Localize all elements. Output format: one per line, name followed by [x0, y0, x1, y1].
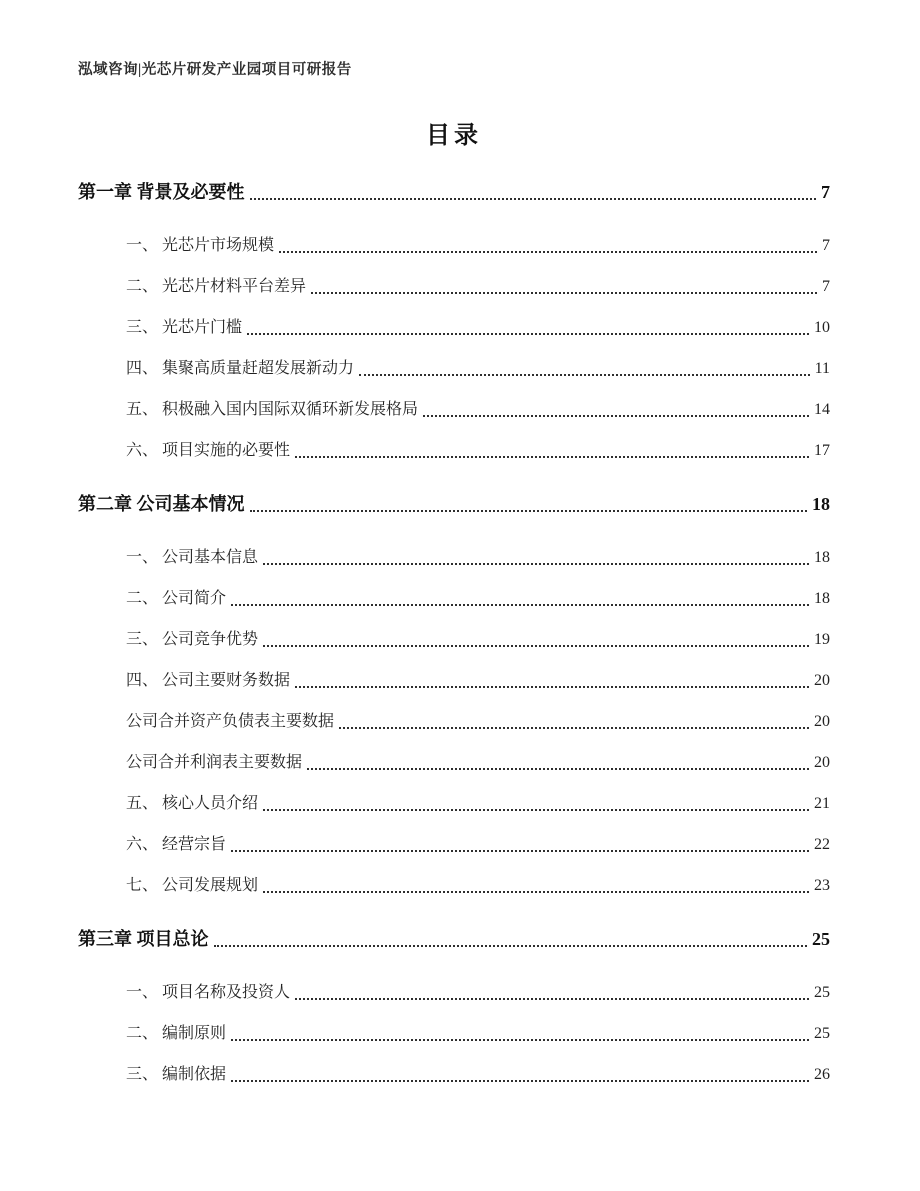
toc-entry	[78, 834, 830, 856]
toc-entry	[78, 711, 830, 733]
toc-entry-page: 20	[814, 672, 830, 689]
toc-entry-label: 第二章 公司基本情况	[78, 494, 245, 514]
toc-entry-label: 二、 光芯片材料平台差异	[126, 278, 307, 295]
toc-entry-chapter-1	[78, 180, 830, 205]
toc-entry-label: 一、 公司基本信息	[126, 549, 259, 566]
toc-leader-dots	[279, 251, 817, 253]
toc-entry-label: 五、 积极融入国内国际双循环新发展格局	[126, 401, 419, 418]
toc-leader-dots	[250, 510, 808, 512]
toc-entry-page: 25	[812, 929, 830, 949]
toc-entry-label: 三、 光芯片门槛	[126, 319, 243, 336]
toc-entry-page: 7	[822, 278, 830, 295]
toc-leader-dots	[263, 563, 809, 565]
toc-entry-label: 六、 项目实施的必要性	[126, 442, 291, 459]
toc-leader-dots	[295, 686, 809, 688]
toc-entry-label: 公司合并资产负债表主要数据	[126, 713, 335, 730]
toc-entry-chapter-3	[78, 927, 830, 952]
toc-entry	[78, 875, 830, 897]
toc-entry-page: 21	[814, 795, 830, 812]
toc-entry-label: 七、 公司发展规划	[126, 877, 259, 894]
toc-entry	[78, 276, 830, 298]
toc-entry	[78, 547, 830, 569]
toc-leader-dots	[214, 945, 808, 947]
toc-entry-page: 25	[814, 1025, 830, 1042]
toc-leader-dots	[263, 891, 809, 893]
toc-entry-page: 20	[814, 713, 830, 730]
toc-entry-page: 22	[814, 836, 830, 853]
toc-entry	[78, 235, 830, 257]
toc-entry-label: 六、 经营宗旨	[126, 836, 227, 853]
table-of-contents	[78, 180, 830, 1086]
toc-leader-dots	[307, 768, 809, 770]
toc-entry-chapter-2	[78, 492, 830, 517]
toc-leader-dots	[231, 850, 809, 852]
toc-entry-label: 二、 编制原则	[126, 1025, 227, 1042]
toc-leader-dots	[295, 998, 809, 1000]
toc-entry	[78, 358, 830, 380]
toc-entry-page: 11	[814, 360, 830, 377]
toc-leader-dots	[359, 374, 810, 376]
toc-leader-dots	[295, 456, 809, 458]
toc-entry	[78, 752, 830, 774]
toc-entry	[78, 793, 830, 815]
toc-entry-page: 7	[822, 237, 830, 254]
toc-entry-label: 一、 光芯片市场规模	[126, 237, 275, 254]
toc-entry	[78, 317, 830, 339]
toc-entry-label: 第三章 项目总论	[78, 929, 209, 949]
toc-leader-dots	[263, 809, 809, 811]
toc-entry-label: 公司合并利润表主要数据	[126, 754, 303, 771]
page-title: 目录	[426, 123, 482, 149]
toc-entry-label: 第一章 背景及必要性	[78, 182, 245, 202]
toc-entry	[78, 1064, 830, 1086]
toc-entry-label: 三、 公司竞争优势	[126, 631, 259, 648]
toc-entry-page: 19	[814, 631, 830, 648]
toc-leader-dots	[231, 1039, 809, 1041]
toc-entry-label: 五、 核心人员介绍	[126, 795, 259, 812]
toc-entry-page: 18	[814, 590, 830, 607]
toc-leader-dots	[339, 727, 809, 729]
toc-entry-page: 25	[814, 984, 830, 1001]
toc-entry-page: 17	[814, 442, 830, 459]
toc-entry-page: 20	[814, 754, 830, 771]
toc-entry-label: 四、 集聚高质量赶超发展新动力	[126, 360, 355, 377]
toc-entry-page: 23	[814, 877, 830, 894]
document-header: 泓域咨询|光芯片研发产业园项目可研报告	[78, 62, 352, 78]
toc-entry	[78, 629, 830, 651]
toc-leader-dots	[231, 604, 809, 606]
toc-entry-page: 14	[814, 401, 830, 418]
toc-leader-dots	[231, 1080, 809, 1082]
toc-entry	[78, 1023, 830, 1045]
toc-entry	[78, 440, 830, 462]
toc-entry-page: 26	[814, 1066, 830, 1083]
toc-entry	[78, 670, 830, 692]
toc-entry	[78, 399, 830, 421]
toc-entry-page: 7	[821, 182, 830, 202]
toc-entry	[78, 588, 830, 610]
toc-leader-dots	[247, 333, 809, 335]
toc-leader-dots	[263, 645, 809, 647]
toc-entry-page: 10	[814, 319, 830, 336]
toc-entry-page: 18	[812, 494, 830, 514]
toc-entry-label: 四、 公司主要财务数据	[126, 672, 291, 689]
toc-entry	[78, 982, 830, 1004]
toc-leader-dots	[250, 198, 817, 200]
toc-leader-dots	[423, 415, 809, 417]
toc-entry-label: 二、 公司简介	[126, 590, 227, 607]
toc-entry-label: 三、 编制依据	[126, 1066, 227, 1083]
toc-entry-page: 18	[814, 549, 830, 566]
toc-entry-label: 一、 项目名称及投资人	[126, 984, 291, 1001]
toc-leader-dots	[311, 292, 817, 294]
